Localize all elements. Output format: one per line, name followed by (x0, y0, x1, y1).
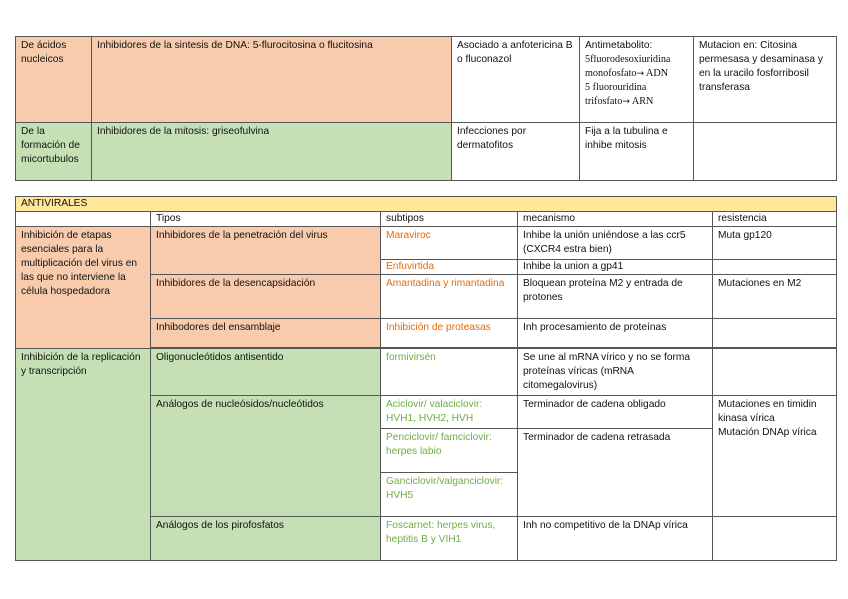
subtipo-cell: Foscarnet: herpes virus, heptitis B y VIH1 (381, 517, 518, 561)
mecanismo-cell: Terminador de cadena retrasada (518, 429, 713, 517)
table-row (16, 37, 837, 123)
table-title: ANTIVIRALES (16, 197, 837, 212)
mechanism-cell: Fija a la tubulina e inhibe mitosis (580, 123, 694, 181)
table-header-row (16, 212, 837, 227)
subtipo-cell: Aciclovir/ valaciclovir: HVH1, HVH2, HVH (381, 396, 518, 429)
drug-cell: Inhibidores de la mitosis: griseofulvina (92, 123, 452, 181)
arrow-icon: → (636, 69, 645, 79)
tipo-cell: Inhibidores de la penetración del virus (151, 227, 381, 275)
group-label: Inhibición de etapas esenciales para la multiplicación del virus en las que no interviene la célula hospedadora (16, 227, 151, 349)
subtipo-cell: formivirsén (381, 349, 518, 396)
resistencia-cell: Mutaciones en timidin kinasa vírica Mutación DNAp vírica (713, 396, 837, 517)
header-subtipos: subtipos (381, 212, 518, 227)
table-row (16, 349, 837, 396)
category-cell: De ácidos nucleicos (16, 37, 92, 123)
table-row (16, 123, 837, 181)
drug-cell: Inhibidores de la sintesis de DNA: 5-flurocitosina o flucitosina (92, 37, 452, 123)
tipo-cell: Inhibodores del ensamblaje (151, 319, 381, 348)
resistencia-cell: Muta gp120 (713, 227, 837, 260)
mecanismo-cell: Bloquean proteína M2 y entrada de protones (518, 275, 713, 319)
subtipo-cell: Penciclovir/ famciclovir: herpes labio (381, 429, 518, 473)
resistencia-cell: Mutaciones en M2 (713, 275, 837, 319)
header-tipos: Tipos (151, 212, 381, 227)
resistencia-cell (713, 517, 837, 561)
subtipo-cell: Inhibición de proteasas (381, 319, 518, 348)
mecanismo-cell: Inh no competitivo de la DNAp vírica (518, 517, 713, 561)
resistance-cell: Mutacion en: Citosina permesasa y desaminasa y en la uracilo fosforribosil transferasa (694, 37, 837, 123)
tipo-cell: Inhibidores de la desencapsidación (151, 275, 381, 319)
header-empty (16, 212, 151, 227)
mecanismo-cell: Inhibe la unión uniéndose a las ccr5 (CXCR4 estra bien) (518, 227, 713, 260)
mecanismo-cell: Inhibe la union a gp41 (518, 260, 713, 275)
header-mecanismo: mecanismo (518, 212, 713, 227)
category-cell: De la formación de micortubulos (16, 123, 92, 181)
table-row (16, 227, 837, 260)
subtipo-cell: Ganciclovir/valganciclovir: HVH5 (381, 473, 518, 517)
use-cell: Infecciones por dermatofitos (452, 123, 580, 181)
group-label: Inhibición de la replicación y transcripción (16, 349, 151, 561)
tipo-cell: Análogos de los pirofosfatos (151, 517, 381, 561)
mecanismo-cell: Se une al mRNA vírico y no se forma proteínas víricas (mRNA citomegalovirus) (518, 349, 713, 396)
mecanismo-cell: Terminador de cadena obligado (518, 396, 713, 429)
resistance-cell (694, 123, 837, 181)
subtipo-cell: Maraviroc (381, 227, 518, 260)
mecanismo-cell: Inh procesamiento de proteínas (518, 319, 713, 348)
antifungal-table (15, 36, 837, 181)
subtipo-cell: Enfuvirtida (381, 260, 518, 275)
mechanism-cell: Antimetabolito: 5fluorodesoxiuridina monofosfato→ ADN 5 fluorouridina trifosfato→ ARN (580, 37, 694, 123)
resistencia-cell (713, 319, 837, 348)
tipo-cell: Análogos de nucleósidos/nucleótidos (151, 396, 381, 517)
use-cell: Asociado a anfotericina B o fluconazol (452, 37, 580, 123)
subtipo-cell: Amantadina y rimantadina (381, 275, 518, 319)
tipo-cell: Oligonucleótidos antisentido (151, 349, 381, 396)
table-title-row (16, 197, 837, 212)
resistencia-cell (713, 349, 837, 396)
header-resistencia: resistencia (713, 212, 837, 227)
resistencia-cell (713, 260, 837, 275)
arrow-icon: → (622, 97, 630, 107)
antiviral-table (15, 196, 837, 561)
